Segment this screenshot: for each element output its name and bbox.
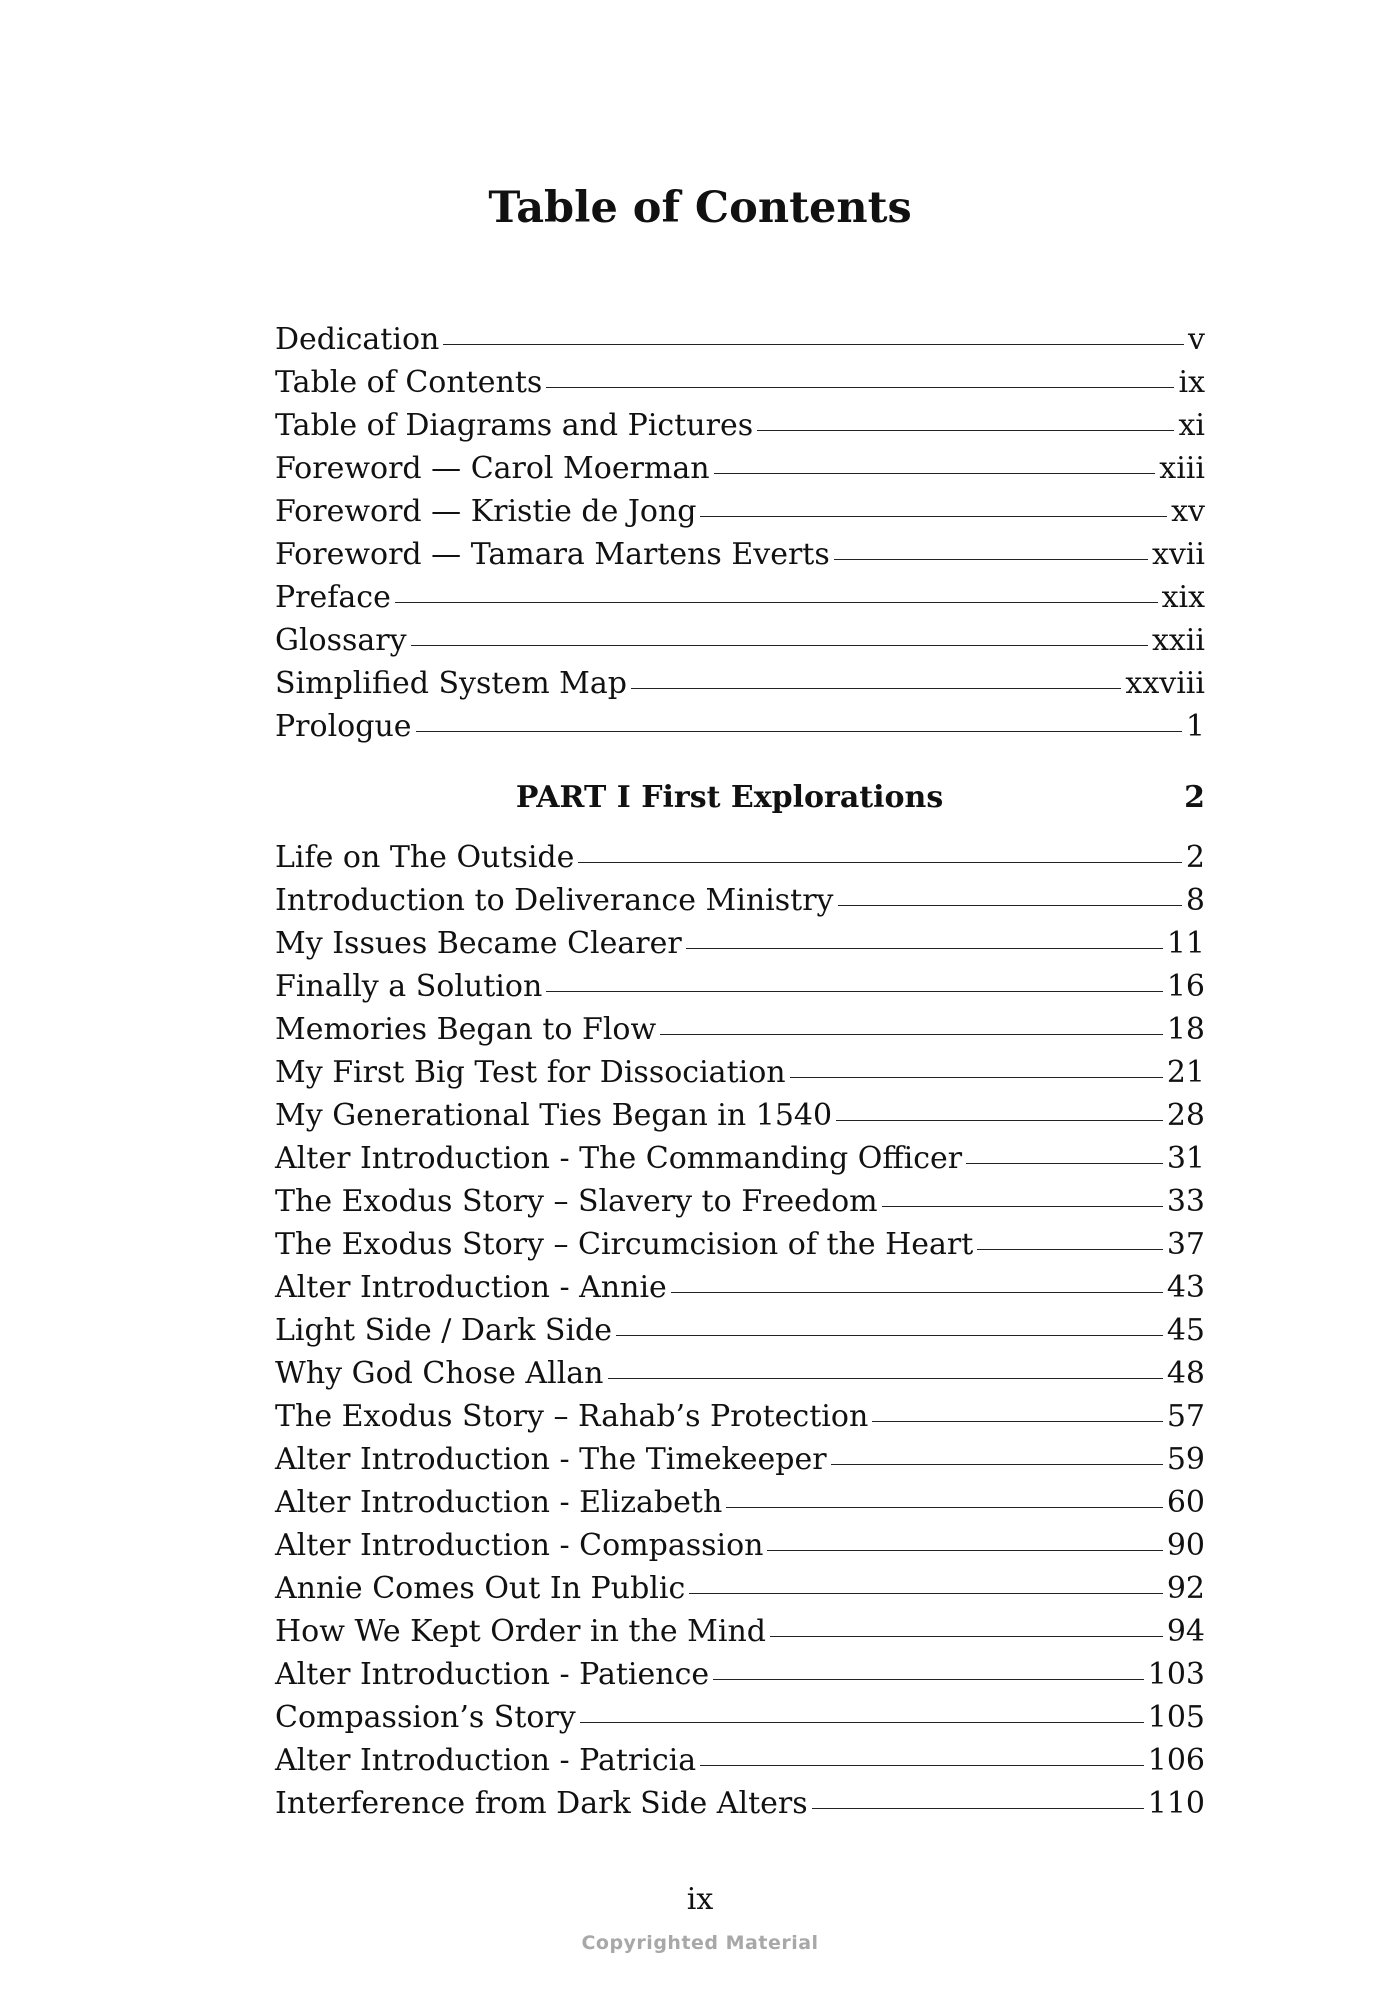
toc-leader-line [977, 1249, 1162, 1250]
toc-entry [275, 404, 1205, 447]
toc-entry-label: Prologue [275, 709, 412, 744]
toc-leader-line [700, 1765, 1144, 1766]
part-heading [275, 766, 1205, 830]
toc-entry [275, 1782, 1205, 1825]
toc-leader-line [831, 1464, 1163, 1465]
toc-leader-line [616, 1335, 1163, 1336]
toc-entry-page: 16 [1166, 969, 1205, 1004]
toc-entry [275, 1567, 1205, 1610]
page-number: ix [686, 1882, 714, 1917]
front-matter-list [275, 318, 1205, 748]
toc-leader-line [700, 516, 1167, 517]
toc-leader-line [416, 731, 1182, 732]
table-of-contents [275, 318, 1205, 1825]
toc-entry-label: Interference from Dark Side Alters [275, 1786, 808, 1821]
toc-leader-line [882, 1206, 1163, 1207]
toc-entry-label: Life on The Outside [275, 840, 575, 875]
toc-entry [275, 1180, 1205, 1223]
toc-entry-label: Light Side / Dark Side [275, 1313, 613, 1348]
toc-entry-page: 94 [1166, 1614, 1205, 1649]
toc-entry-label: Preface [275, 580, 391, 615]
toc-leader-line [713, 1679, 1144, 1680]
toc-leader-line [770, 1636, 1163, 1637]
toc-entry-label: Introduction to Deliverance Ministry [275, 883, 834, 918]
toc-entry-label: Alter Introduction - Patience [275, 1657, 710, 1692]
part-title: PART I First Explorations [515, 780, 944, 815]
toc-entry-page: 18 [1166, 1012, 1205, 1047]
toc-entry-page: 1 [1185, 709, 1205, 744]
toc-entry-page: 92 [1166, 1571, 1205, 1606]
toc-entry [275, 361, 1205, 404]
toc-leader-line [578, 862, 1182, 863]
toc-leader-line [443, 344, 1184, 345]
toc-entry-label: Dedication [275, 322, 440, 357]
toc-entry [275, 1352, 1205, 1395]
toc-entry-label: My Issues Became Clearer [275, 926, 682, 961]
toc-entry-label: My First Big Test for Dissociation [275, 1055, 786, 1090]
toc-entry-label: Table of Diagrams and Pictures [275, 408, 754, 443]
toc-entry-label: Alter Introduction - Patricia [275, 1743, 697, 1778]
toc-leader-line [546, 387, 1174, 388]
toc-entry [275, 318, 1205, 361]
toc-entry-page: 43 [1166, 1270, 1205, 1305]
toc-leader-line [872, 1421, 1163, 1422]
toc-entry [275, 533, 1205, 576]
toc-entry [275, 1481, 1205, 1524]
toc-entry-label: Alter Introduction - Elizabeth [275, 1485, 723, 1520]
toc-entry-label: Foreword — Tamara Martens Everts [275, 537, 830, 572]
toc-entry-page: xv [1171, 494, 1205, 529]
toc-leader-line [726, 1507, 1163, 1508]
toc-entry [275, 1137, 1205, 1180]
toc-entry-label: Memories Began to Flow [275, 1012, 657, 1047]
toc-entry [275, 1051, 1205, 1094]
toc-entry-label: Why God Chose Allan [275, 1356, 604, 1391]
toc-entry [275, 447, 1205, 490]
toc-leader-line [546, 991, 1163, 992]
toc-entry-label: Alter Introduction - Annie [275, 1270, 667, 1305]
toc-entry [275, 1739, 1205, 1782]
toc-leader-line [686, 948, 1163, 949]
toc-entry-label: Foreword — Carol Moerman [275, 451, 710, 486]
toc-entry [275, 576, 1205, 619]
toc-entry-label: Finally a Solution [275, 969, 543, 1004]
toc-entry-page: xxii [1151, 623, 1205, 658]
toc-entry-label: Annie Comes Out In Public [275, 1571, 686, 1606]
toc-entry-page: 59 [1166, 1442, 1205, 1477]
toc-entry-label: Simplified System Map [275, 666, 627, 701]
toc-entry-page: 11 [1166, 926, 1205, 961]
toc-entry-page: xxviii [1125, 666, 1205, 701]
toc-entry [275, 705, 1205, 748]
toc-entry-page: 45 [1166, 1313, 1205, 1348]
page-title: Table of Contents [488, 183, 912, 233]
toc-leader-line [660, 1034, 1163, 1035]
toc-entry-page: 2 [1185, 840, 1205, 875]
toc-entry-page: 106 [1147, 1743, 1205, 1778]
toc-entry [275, 619, 1205, 662]
toc-entry-label: Table of Contents [275, 365, 543, 400]
toc-entry [275, 1696, 1205, 1739]
toc-entry [275, 1309, 1205, 1352]
toc-entry-label: Glossary [275, 623, 407, 658]
toc-leader-line [395, 602, 1158, 603]
toc-entry-page: 57 [1166, 1399, 1205, 1434]
toc-entry-page: 31 [1166, 1141, 1205, 1176]
toc-entry [275, 836, 1205, 879]
toc-leader-line [714, 473, 1156, 474]
toc-entry [275, 662, 1205, 705]
toc-entry-page: 90 [1166, 1528, 1205, 1563]
toc-entry-label: Alter Introduction - Compassion [275, 1528, 764, 1563]
toc-entry [275, 1653, 1205, 1696]
toc-entry-page: 28 [1166, 1098, 1205, 1133]
toc-entry [275, 1266, 1205, 1309]
toc-entry-page: 110 [1147, 1786, 1205, 1821]
toc-entry-page: 105 [1147, 1700, 1205, 1735]
toc-entry-page: v [1188, 322, 1205, 357]
toc-entry-label: The Exodus Story – Slavery to Freedom [275, 1184, 878, 1219]
toc-entry-page: 103 [1147, 1657, 1205, 1692]
toc-entry-page: 48 [1166, 1356, 1205, 1391]
toc-leader-line [767, 1550, 1162, 1551]
toc-entry-page: 33 [1166, 1184, 1205, 1219]
toc-entry-label: My Generational Ties Began in 1540 [275, 1098, 833, 1133]
toc-leader-line [671, 1292, 1163, 1293]
toc-entry-page: 21 [1166, 1055, 1205, 1090]
copyright-watermark: Copyrighted Material [581, 1932, 819, 1954]
toc-entry [275, 1610, 1205, 1653]
toc-entry-page: 37 [1166, 1227, 1205, 1262]
toc-leader-line [631, 688, 1121, 689]
toc-entry-label: How We Kept Order in the Mind [275, 1614, 767, 1649]
toc-entry [275, 879, 1205, 922]
part-page-number: 2 [1184, 780, 1205, 815]
toc-leader-line [812, 1808, 1144, 1809]
toc-leader-line [411, 645, 1148, 646]
toc-entry [275, 490, 1205, 533]
part-entry-list [275, 836, 1205, 1825]
toc-entry-page: xvii [1151, 537, 1205, 572]
toc-entry-label: Foreword — Kristie de Jong [275, 494, 697, 529]
toc-entry-label: Alter Introduction - The Timekeeper [275, 1442, 827, 1477]
toc-leader-line [790, 1077, 1163, 1078]
toc-entry-page: 8 [1185, 883, 1205, 918]
toc-entry-page: xi [1178, 408, 1205, 443]
toc-entry-page: xix [1161, 580, 1205, 615]
toc-entry-label: Compassion’s Story [275, 1700, 576, 1735]
toc-entry [275, 1524, 1205, 1567]
toc-leader-line [608, 1378, 1163, 1379]
toc-entry-page: ix [1178, 365, 1205, 400]
toc-entry [275, 1438, 1205, 1481]
toc-entry-label: The Exodus Story – Circumcision of the Heart [275, 1227, 974, 1262]
toc-leader-line [757, 430, 1174, 431]
toc-leader-line [838, 905, 1182, 906]
toc-entry [275, 1395, 1205, 1438]
toc-entry [275, 1094, 1205, 1137]
toc-entry [275, 1008, 1205, 1051]
toc-entry-label: The Exodus Story – Rahab’s Protection [275, 1399, 869, 1434]
toc-entry-page: 60 [1166, 1485, 1205, 1520]
toc-entry-page: xiii [1159, 451, 1205, 486]
toc-leader-line [966, 1163, 1163, 1164]
toc-entry [275, 1223, 1205, 1266]
toc-leader-line [580, 1722, 1144, 1723]
toc-entry [275, 965, 1205, 1008]
toc-leader-line [836, 1120, 1163, 1121]
toc-leader-line [689, 1593, 1163, 1594]
toc-entry-label: Alter Introduction - The Commanding Officer [275, 1141, 963, 1176]
toc-leader-line [834, 559, 1148, 560]
toc-entry [275, 922, 1205, 965]
